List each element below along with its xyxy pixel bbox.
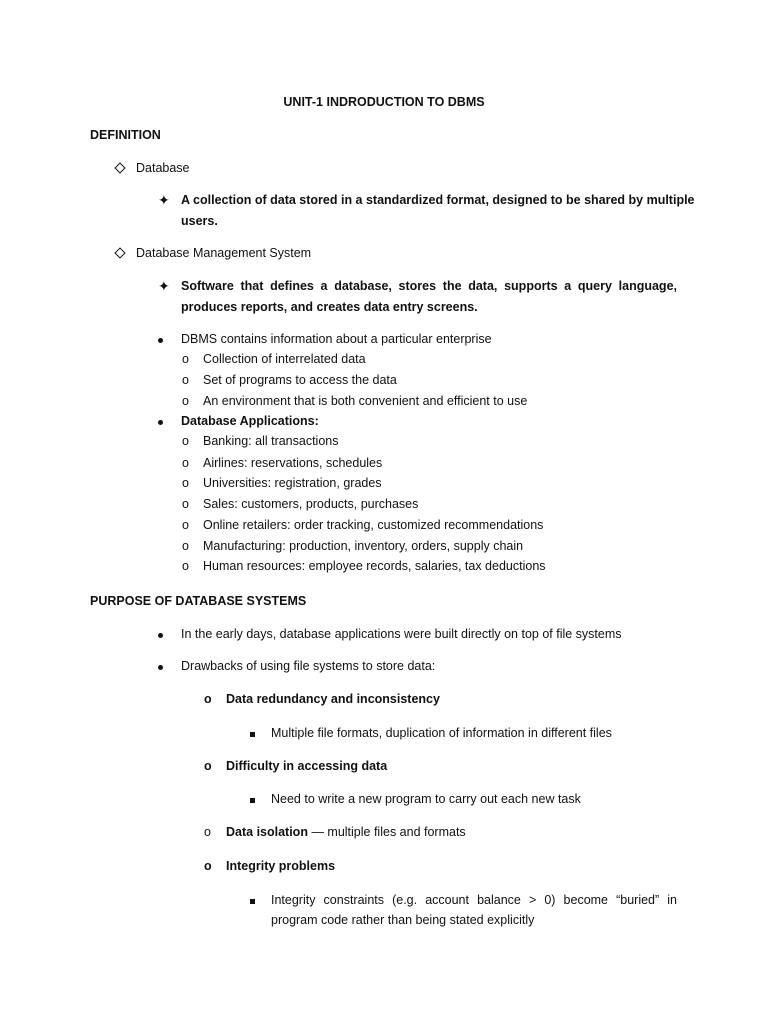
purpose-early-days: In the early days, database applications were built directly on top of file systems — [181, 627, 622, 641]
list-item: Universities: registration, grades — [203, 476, 382, 490]
list-item: Online retailers: order tracking, customized recommendations — [203, 518, 544, 532]
database-heading: Database — [136, 161, 190, 175]
database-definition-line2: users. — [181, 214, 218, 228]
drawback-detail: Multiple file formats, duplication of information in different files — [271, 726, 612, 740]
circle-bullet-icon: o — [182, 539, 189, 553]
dot-bullet-icon — [158, 658, 163, 674]
drawback-detail: Need to write a new program to carry out each new task — [271, 792, 581, 806]
drawback-data-isolation — [226, 824, 466, 840]
star-bullet-icon: ✦ — [158, 192, 170, 208]
purpose-drawbacks: Drawbacks of using file systems to store data: — [181, 659, 436, 673]
drawback-detail-line2: program code rather than being stated explicitly — [271, 913, 535, 927]
drawback-title: Data isolation — [226, 825, 308, 839]
drawback-title: Integrity problems — [226, 859, 336, 873]
circle-bullet-icon: o — [182, 373, 189, 387]
circle-bullet-icon: o — [182, 476, 189, 490]
list-item: Human resources: employee records, salaries, tax deductions — [203, 559, 546, 573]
section-heading-purpose: PURPOSE OF DATABASE SYSTEMS — [90, 594, 307, 608]
circle-bullet-icon: o — [182, 394, 189, 408]
dbms-definition-line2: produces reports, and creates data entry screens. — [181, 300, 478, 314]
dot-bullet-icon — [158, 626, 163, 642]
circle-bullet-icon: o — [182, 497, 189, 511]
dbms-heading: Database Management System — [136, 246, 312, 260]
dot-bullet-icon — [158, 331, 163, 347]
circle-bullet-icon: o — [182, 456, 189, 470]
drawback-detail-line1: Integrity constraints (e.g. account balance > 0) become “buried” in — [271, 893, 677, 907]
drawback-title: Difficulty in accessing data — [226, 759, 388, 773]
list-item: Sales: customers, products, purchases — [203, 497, 419, 511]
circle-bullet-icon: o — [182, 518, 189, 532]
circle-bullet-icon: o — [204, 759, 212, 773]
dot-bullet-icon — [158, 413, 163, 429]
circle-bullet-icon: o — [182, 352, 189, 366]
dbms-contains: DBMS contains information about a particular enterprise — [181, 332, 492, 346]
square-bullet-icon — [250, 725, 255, 741]
square-bullet-icon — [250, 791, 255, 807]
list-item: Collection of interrelated data — [203, 352, 366, 366]
circle-bullet-icon: o — [204, 825, 211, 839]
circle-bullet-icon: o — [204, 859, 212, 873]
square-bullet-icon — [250, 892, 255, 908]
diamond-bullet-icon — [116, 245, 124, 261]
page-title: UNIT-1 INDRODUCTION TO DBMS — [283, 95, 485, 109]
list-item: Airlines: reservations, schedules — [203, 456, 383, 470]
section-heading-definition: DEFINITION — [90, 128, 161, 142]
list-item: Banking: all transactions — [203, 434, 339, 448]
drawback-title: Data redundancy and inconsistency — [226, 692, 440, 706]
dbms-definition-line1: Software that defines a database, stores the data, supports a query language, — [181, 279, 677, 293]
drawback-inline-detail: — multiple files and formats — [307, 825, 466, 839]
list-item: Manufacturing: production, inventory, orders, supply chain — [203, 539, 524, 553]
list-item: Set of programs to access the data — [203, 373, 397, 387]
circle-bullet-icon: o — [182, 434, 189, 448]
applications-heading: Database Applications: — [181, 414, 319, 428]
star-bullet-icon: ✦ — [158, 278, 170, 294]
database-definition-line1: A collection of data stored in a standardized format, designed to be shared by multiple — [181, 193, 695, 207]
circle-bullet-icon: o — [182, 559, 189, 573]
list-item: An environment that is both convenient and efficient to use — [203, 394, 528, 408]
circle-bullet-icon: o — [204, 692, 212, 706]
diamond-bullet-icon — [116, 160, 124, 176]
